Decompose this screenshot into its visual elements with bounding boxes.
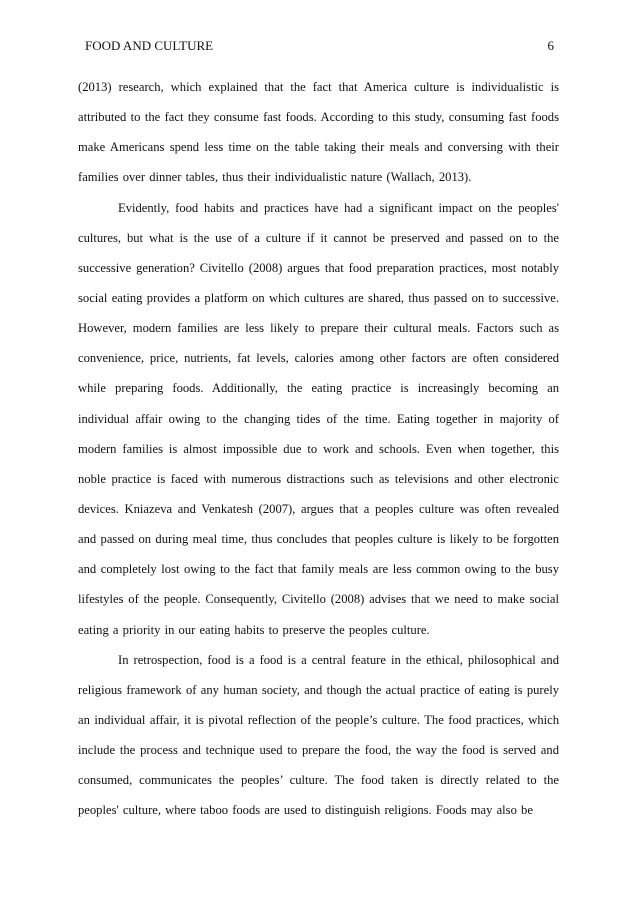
text-line: an individual affair, it is pivotal reflection of the people’s culture. The food practices, which (78, 712, 559, 727)
text-line: lifestyles of the people. Consequently, Civitello (2008) advises that we need to make social (78, 592, 559, 607)
text-line: while preparing foods. Additionally, the eating practice is increasingly becoming an (78, 381, 559, 396)
text-line: and passed on during meal time, thus concludes that peoples culture is likely to be forgotten (78, 532, 559, 547)
text-line: noble practice is faced with numerous distractions such as televisions and other electronic (78, 471, 559, 486)
text-line: and completely lost owing to the fact that family meals are less common owing to the busy (78, 562, 559, 577)
text-line: (2013) research, which explained that the fact that America culture is individualistic is (78, 80, 559, 94)
paragraph-first-line: In retrospection, food is a food is a central feature in the ethical, philosophical and (118, 652, 559, 667)
text-line: modern families is almost impossible due to work and schools. Even when together, this (78, 441, 559, 456)
text-line: cultures, but what is the use of a culture if it cannot be preserved and passed on to the (78, 230, 559, 245)
page-number: 6 (547, 38, 554, 53)
paragraph-end-line: eating a priority in our eating habits to preserve the peoples culture. (78, 622, 430, 637)
text-line: attributed to the fact they consume fast foods. According to this study, consuming fast foods (78, 110, 559, 125)
text-line: devices. Kniazeva and Venkatesh (2007), argues that a peoples culture was often revealed (78, 501, 559, 516)
text-line: However, modern families are less likely to prepare their cultural meals. Factors such as (78, 321, 559, 336)
text-line: make Americans spend less time on the table taking their meals and conversing with their (78, 140, 559, 155)
text-line: convenience, price, nutrients, fat levels, calories among other factors are often considered (78, 351, 559, 366)
text-line: social eating provides a platform on which cultures are shared, thus passed on to successive. (78, 290, 559, 305)
paragraph-first-line: Evidently, food habits and practices have had a significant impact on the peoples' (118, 200, 559, 215)
text-line: successive generation? Civitello (2008) argues that food preparation practices, most notably (78, 260, 559, 275)
paragraph-end-line: families over dinner tables, thus their individualistic nature (Wallach, 2013). (78, 170, 472, 185)
text-line: religious framework of any human society, and though the actual practice of eating is purely (78, 682, 559, 697)
body-text (78, 72, 559, 826)
text-line: consumed, communicates the peoples’ culture. The food taken is directly related to the (78, 773, 559, 788)
running-head: FOOD AND CULTURE (85, 38, 214, 53)
text-line: individual affair owing to the changing tides of the time. Eating together in majority of (78, 411, 559, 426)
text-line: include the process and technique used to prepare the food, the way the food is served and (78, 743, 559, 758)
text-line: peoples' culture, where taboo foods are used to distinguish religions. Foods may also be (78, 803, 533, 818)
